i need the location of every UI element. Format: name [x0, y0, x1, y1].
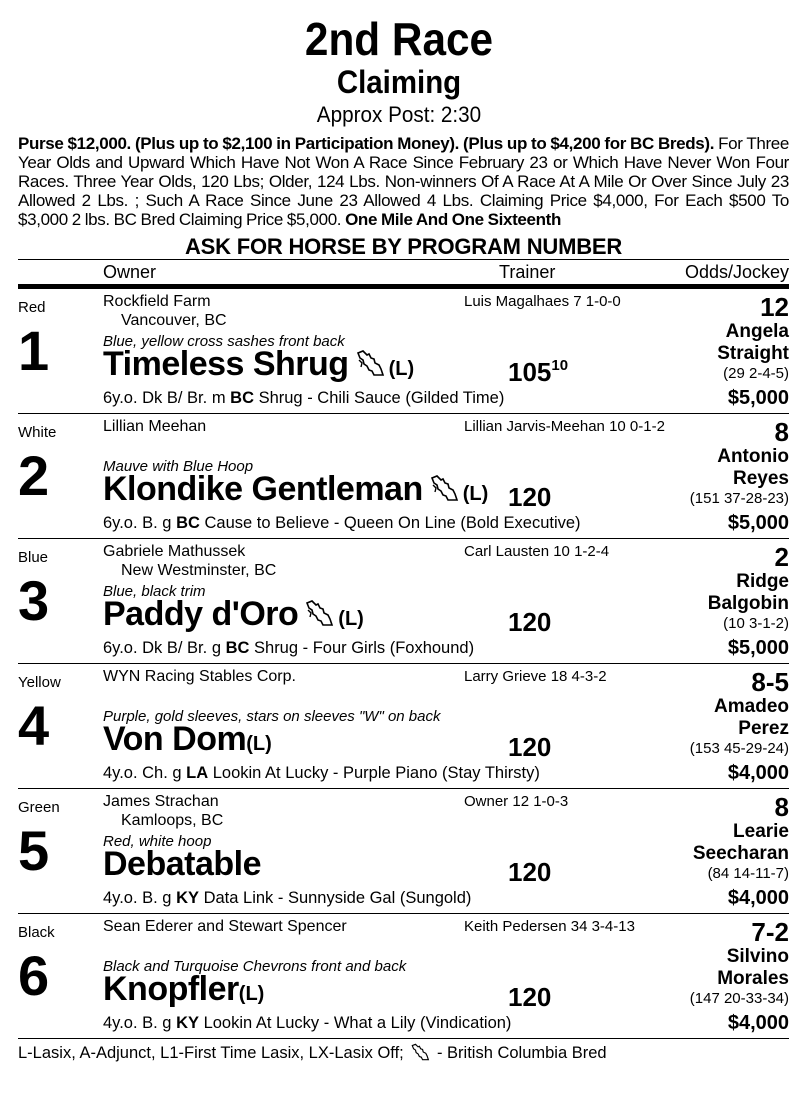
entry-row: [18, 289, 789, 414]
horse-name: Von Dom: [103, 720, 247, 758]
conditions-text: For Three Year Olds and Upward Which Have Not Won A Race Since February 23 or Which Have Never Won Four Races. Three Year Olds, 120 Lbs; Older, 124 Lbs. Non-winners Of A Race At A Mile Or Over Since July 23 Allowed 2 Lbs. ; Such A Race Since June 23 Allowed 4 Lbs. Claiming Price $4,000, For Each $500 To $3,000 2 lbs. BC Bred Claiming Price $5,000.: [18, 134, 789, 229]
bc-bred-icon: [410, 1043, 430, 1061]
owner-name: James Strachan: [103, 793, 219, 810]
medication: (L): [462, 483, 489, 505]
entry-row: [18, 914, 789, 1039]
bred-state: BC: [176, 514, 200, 532]
jockey-stats: (153 45-29-24): [689, 740, 789, 757]
post-time: Approx Post: 2:30: [316, 102, 482, 127]
program-number: 2: [18, 444, 50, 507]
morning-line-odds: 8: [774, 792, 789, 822]
jockey-last: Seecharan: [692, 843, 789, 864]
odds-jockey: [690, 418, 789, 508]
owner-city: Vancouver, BC: [121, 312, 227, 329]
bc-bred-icon: [355, 349, 385, 377]
program-number: 6: [18, 944, 50, 1007]
owner-name: Sean Ederer and Stewart Spencer: [103, 918, 347, 935]
program-number: 4: [18, 694, 50, 757]
age-sex: 4y.o. Ch. g: [103, 764, 187, 782]
legend-text: L-Lasix, A-Adjunct, L1-First Time Lasix, LX-Lasix Off;: [18, 1044, 404, 1062]
sire-dam: Data Link - Sunnyside Gal (Sungold): [199, 889, 472, 907]
horse-line: [103, 720, 272, 759]
race-conditions: [18, 134, 789, 229]
weight-allowance: 10: [551, 357, 569, 374]
trainer: Carl Lausten 10 1-2-4: [464, 543, 610, 560]
weight-value: 120: [508, 982, 552, 1012]
owner-name: Gabriele Mathussek: [103, 543, 246, 560]
entry-row: [18, 539, 789, 664]
trainer: Luis Magalhaes 7 1-0-0: [464, 293, 621, 310]
claiming-price: $4,000: [727, 1012, 789, 1034]
weight: [508, 482, 551, 513]
horse-name: Paddy d'Oro: [103, 595, 299, 633]
claiming-price: $5,000: [727, 387, 789, 409]
jockey-last: Perez: [738, 718, 789, 739]
morning-line-odds: 2: [774, 542, 789, 572]
owner-city: New Westminster, BC: [121, 562, 277, 579]
age-sex: 6y.o. Dk B/ Br. g: [103, 639, 226, 657]
jockey-last: Balgobin: [707, 593, 789, 614]
weight: [508, 732, 551, 763]
weight: [508, 607, 551, 638]
age-sex: 4y.o. B. g: [103, 1014, 177, 1032]
owner-name: Lillian Meehan: [103, 418, 207, 435]
odds-jockey: [717, 293, 789, 383]
claiming-price: $5,000: [727, 637, 789, 659]
silks-description: Black and Turquoise Chevrons front and back: [103, 958, 407, 975]
trainer: Keith Pedersen 34 3-4-13: [464, 918, 635, 935]
horse-line: [103, 595, 364, 634]
program-number: 5: [18, 819, 50, 882]
sire-dam: Shrug - Chili Sauce (Gilded Time): [254, 389, 505, 407]
owner-header: Owner: [103, 262, 157, 282]
medication: (L): [246, 733, 272, 755]
bred-state: LA: [186, 764, 209, 782]
jockey-stats: (84 14-11-7): [707, 865, 789, 882]
morning-line-odds: 12: [760, 292, 789, 322]
odds-jockey: [690, 668, 789, 758]
race-type: Claiming: [336, 64, 462, 100]
odds-jockey: [693, 793, 789, 883]
medication: (L): [238, 983, 265, 1005]
silks-description: Red, white hoop: [103, 833, 212, 850]
program-color: Blue: [18, 549, 49, 566]
pedigree: [103, 764, 540, 783]
horse-name: Knopfler: [103, 970, 239, 1008]
jockey-first: Ridge: [736, 571, 789, 592]
silks-description: Blue, yellow cross sashes front back: [103, 333, 345, 350]
weight-value: 120: [508, 857, 552, 887]
program-color: Black: [18, 924, 55, 941]
horse-line: [103, 470, 488, 509]
purse-text: Purse $12,000. (Plus up to $2,100 in Participation Money). (Plus up to $4,200 for BC Breds).: [18, 134, 715, 153]
distance-text: One Mile And One Sixteenth: [345, 210, 561, 229]
weight-value: 120: [508, 607, 552, 637]
sire-dam: Lookin At Lucky - Purple Piano (Stay Thirsty): [208, 764, 540, 782]
jockey-last: Straight: [717, 343, 789, 364]
owner-name: WYN Racing Stables Corp.: [103, 668, 296, 685]
program-color: White: [18, 424, 57, 441]
claiming-price: $4,000: [727, 887, 789, 909]
bred-state: KY: [176, 1014, 199, 1032]
age-sex: 6y.o. Dk B/ Br. m: [103, 389, 231, 407]
horse-name: Debatable: [103, 845, 261, 883]
bc-bred-icon: [429, 474, 459, 502]
odds-jockey: [708, 543, 789, 633]
sire-dam: Lookin At Lucky - What a Lily (Vindication): [199, 1014, 512, 1032]
age-sex: 6y.o. B. g: [103, 514, 177, 532]
silks-description: Blue, black trim: [103, 583, 206, 600]
weight-value: 120: [508, 732, 552, 762]
horse-name: Timeless Shrug: [103, 345, 349, 383]
weight-value: 120: [508, 482, 552, 512]
program-number: 3: [18, 569, 50, 632]
owner-city: Kamloops, BC: [121, 812, 224, 829]
entry-row: [18, 414, 789, 539]
column-headers: [18, 260, 789, 289]
entry-row: [18, 789, 789, 914]
race-title: 2nd Race: [304, 13, 494, 65]
claiming-price: $5,000: [727, 512, 789, 534]
pedigree: [103, 1014, 511, 1033]
program-number-banner: ASK FOR HORSE BY PROGRAM NUMBER: [18, 235, 789, 260]
odds-jockey: [690, 918, 789, 1008]
medication: (L): [338, 608, 364, 630]
program-color: Green: [18, 799, 60, 816]
bc-note: - British Columbia Bred: [432, 1044, 607, 1062]
weight-value: 105: [508, 357, 552, 387]
horse-name: Klondike Gentleman: [103, 470, 423, 508]
claiming-price: $4,000: [727, 762, 789, 784]
silks-description: Purple, gold sleeves, stars on sleeves "W" on back: [103, 708, 441, 725]
jockey-first: Angela: [725, 321, 789, 342]
jockey-first: Silvino: [726, 946, 789, 967]
bred-state: KY: [176, 889, 199, 907]
pedigree: [103, 639, 474, 658]
pedigree: [103, 889, 471, 908]
jockey-stats: (29 2-4-5): [723, 365, 789, 382]
sire-dam: Shrug - Four Girls (Foxhound): [249, 639, 475, 657]
trainer: Lillian Jarvis-Meehan 10 0-1-2: [464, 418, 665, 435]
weight: [508, 857, 551, 888]
entry-list: [0, 289, 798, 1039]
jockey-stats: (10 3-1-2): [723, 615, 789, 632]
sire-dam: Cause to Believe - Queen On Line (Bold Executive): [199, 514, 581, 532]
entry-row: [18, 664, 789, 789]
jockey-first: Antonio: [717, 446, 789, 467]
age-sex: 4y.o. B. g: [103, 889, 177, 907]
program-color: Red: [18, 299, 46, 316]
horse-line: [103, 345, 414, 384]
morning-line-odds: 8: [774, 417, 789, 447]
jockey-first: Learie: [733, 821, 789, 842]
odds-header: Odds/Jockey: [684, 262, 789, 282]
pedigree: [103, 389, 504, 408]
race-header: [0, 0, 798, 130]
pedigree: [103, 514, 581, 533]
trainer-header: Trainer: [499, 262, 556, 282]
jockey-stats: (147 20-33-34): [689, 990, 789, 1007]
bred-state: BC: [225, 639, 250, 657]
owner-name: Rockfield Farm: [103, 293, 211, 310]
bred-state: BC: [230, 389, 254, 407]
jockey-stats: (151 37-28-23): [689, 490, 789, 507]
jockey-last: Morales: [717, 968, 789, 989]
jockey-last: Reyes: [733, 468, 789, 489]
horse-line: [103, 970, 264, 1009]
medication: (L): [388, 358, 415, 380]
weight: [508, 357, 568, 388]
silks-description: Mauve with Blue Hoop: [103, 458, 254, 475]
footer-legend: [18, 1043, 789, 1063]
trainer: Owner 12 1-0-3: [464, 793, 569, 810]
morning-line-odds: 8-5: [751, 667, 789, 697]
program-color: Yellow: [18, 674, 61, 691]
jockey-first: Amadeo: [714, 696, 789, 717]
trainer: Larry Grieve 18 4-3-2: [464, 668, 607, 685]
weight: [508, 982, 551, 1013]
morning-line-odds: 7-2: [751, 917, 789, 947]
bc-bred-icon: [304, 599, 334, 627]
horse-line: [103, 845, 261, 884]
program-number: 1: [18, 319, 50, 382]
